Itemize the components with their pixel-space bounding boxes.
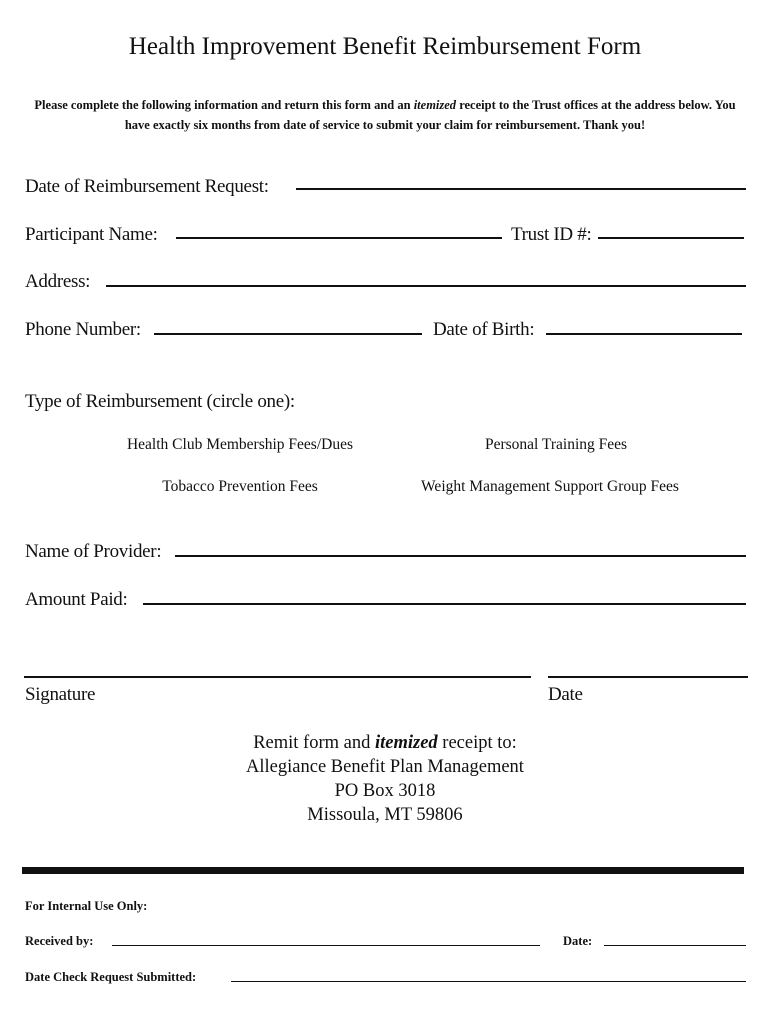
- remit-po-box: PO Box 3018: [334, 781, 436, 801]
- option-weight-management[interactable]: Weight Management Support Group Fees: [421, 478, 679, 495]
- internal-use-heading: For Internal Use Only:: [25, 899, 148, 913]
- signature-line[interactable]: [24, 676, 531, 678]
- trust-id-line[interactable]: [598, 237, 744, 239]
- option-tobacco-prevention[interactable]: Tobacco Prevention Fees: [162, 478, 318, 495]
- internal-date-label: Date:: [563, 934, 593, 948]
- received-by-line[interactable]: [112, 945, 540, 946]
- reimbursement-type-heading: Type of Reimbursement (circle one):: [25, 391, 295, 412]
- phone-label: Phone Number:: [25, 319, 141, 340]
- date-request-line[interactable]: [296, 188, 746, 190]
- trust-id-label: Trust ID #:: [511, 224, 592, 245]
- provider-label: Name of Provider:: [25, 541, 162, 562]
- check-request-line[interactable]: [231, 981, 746, 982]
- option-personal-training[interactable]: Personal Training Fees: [484, 436, 628, 453]
- form-title: Health Improvement Benefit Reimbursement Form: [128, 33, 642, 60]
- remit-company: Allegiance Benefit Plan Management: [246, 757, 524, 777]
- participant-name-line[interactable]: [176, 237, 502, 239]
- address-line[interactable]: [106, 285, 746, 287]
- signature-date-line[interactable]: [548, 676, 748, 678]
- intro-text-end: receipt to the Trust offices at the address below. You have exactly six months from date of service to submit your claim for reimbursement. Thank you!: [124, 98, 736, 132]
- intro-itemized-emphasis: itemized: [413, 98, 457, 112]
- remit-text-end: receipt to:: [437, 733, 517, 753]
- internal-divider: [22, 867, 744, 874]
- signature-label: Signature: [25, 684, 96, 705]
- signature-date-label: Date: [548, 684, 583, 705]
- remit-instructions: [0, 733, 770, 754]
- form-instructions: [22, 95, 748, 135]
- address-label: Address:: [25, 271, 91, 292]
- remit-itemized-emphasis: itemized: [374, 733, 438, 753]
- remit-text-start: Remit form and: [253, 733, 375, 753]
- intro-text-start: Please complete the following information and return this form and an: [34, 98, 414, 112]
- internal-date-line[interactable]: [604, 945, 746, 946]
- date-request-label: Date of Reimbursement Request:: [25, 176, 269, 197]
- dob-line[interactable]: [546, 333, 742, 335]
- amount-line[interactable]: [143, 603, 746, 605]
- amount-label: Amount Paid:: [25, 589, 128, 610]
- received-by-label: Received by:: [25, 934, 94, 948]
- participant-name-label: Participant Name:: [25, 224, 158, 245]
- dob-label: Date of Birth:: [433, 319, 535, 340]
- option-health-club[interactable]: Health Club Membership Fees/Dues: [126, 436, 353, 453]
- provider-line[interactable]: [175, 555, 746, 557]
- phone-line[interactable]: [154, 333, 422, 335]
- check-request-label: Date Check Request Submitted:: [25, 970, 197, 984]
- remit-city: Missoula, MT 59806: [307, 805, 463, 825]
